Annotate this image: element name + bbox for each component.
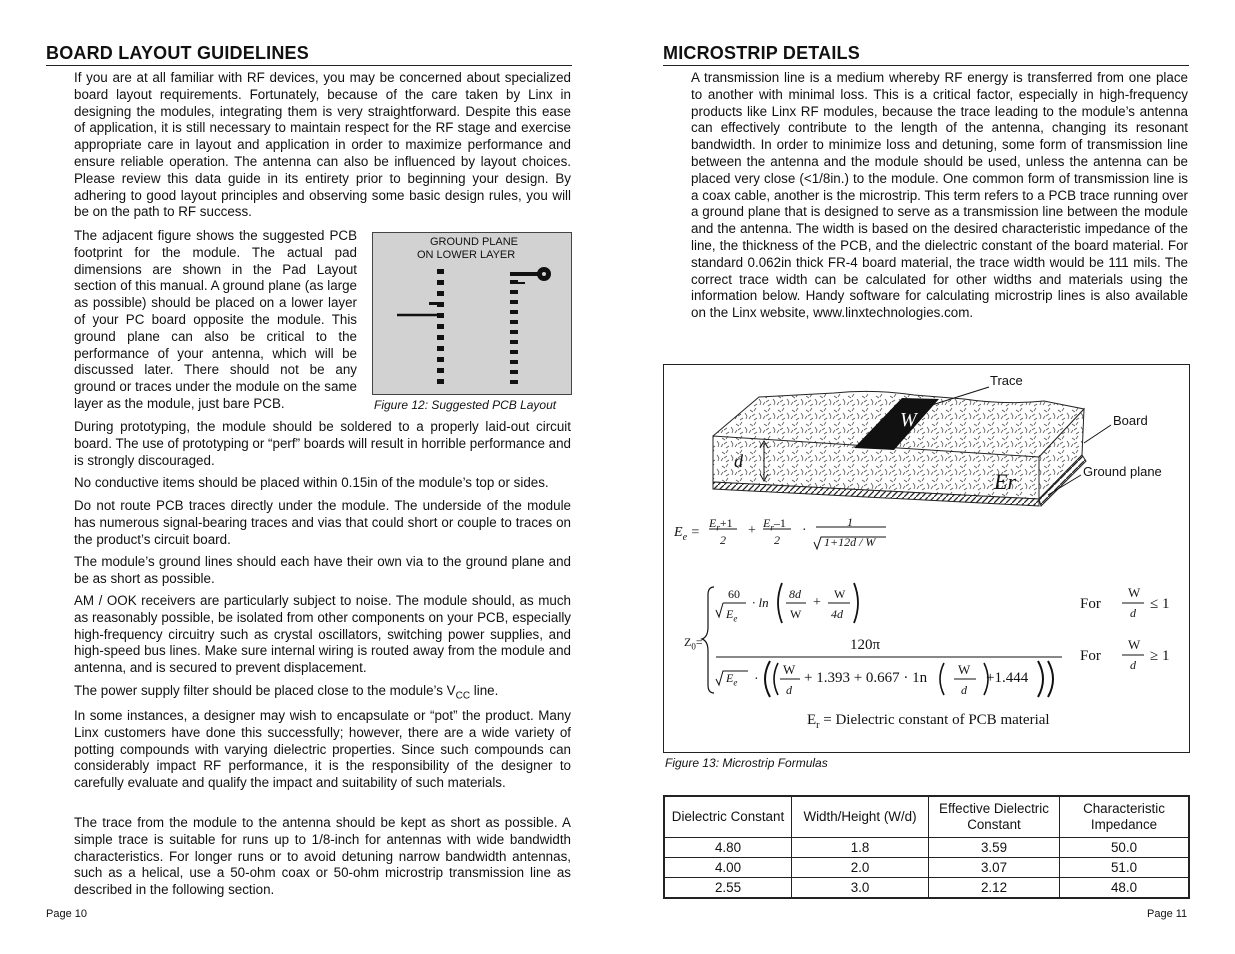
am-ook-paragraph: AM / OOK receivers are particularly subject to noise. The module should, as much as reasonably possible, be isolated from other components on your PCB, especially high-frequency circuitry such as crystal oscillators, switching power supplies, and high-speed bus lines. Make sure internal wiring is routed away from the module and antenna, and is secured to prevent displacement. — [74, 593, 571, 676]
route-traces-paragraph: Do not route PCB traces directly under the module. The underside of the module has numerous signal-bearing traces and vias that could short or couple to traces on the product’s circuit board. — [74, 498, 571, 547]
figure-label-lower-layer: ON LOWER LAYER — [417, 249, 516, 261]
d-cond-2: d — [1130, 658, 1136, 672]
page-heading-board-layout: BOARD LAYOUT GUIDELINES — [46, 43, 309, 63]
w-numerator: W — [834, 587, 846, 601]
w-cond-1: W — [1128, 585, 1141, 600]
le-1: ≤ 1 — [1150, 596, 1170, 612]
sqrt-denominator: 1+12d / W — [824, 535, 876, 549]
page-number-right: Page 11 — [1147, 908, 1188, 920]
footprint-paragraph: The adjacent figure shows the suggested PCB footprint for the module. The actual pad dimensions are shown in the Pad Layout section of this manual. A ground plane (as large as possible) should be placed on a lower layer of your PC board opposite the module. This ground plane can also be critical to the performance of your antenna, which will be discussed later. There should not be any ground or traces under the module on the same layer as the module, just bare PCB. — [74, 228, 357, 411]
z0-symbol: $Z_0=$ — [684, 635, 703, 652]
eight-d: 8d — [789, 587, 801, 601]
table-row — [664, 838, 1189, 858]
w-num-2: W — [783, 662, 796, 677]
denominator-2b: 2 — [774, 533, 780, 547]
table-cell: 3.0 — [792, 878, 929, 899]
header-width-height: Width/Height (W/d) — [792, 796, 929, 838]
header-dielectric-constant: Dielectric Constant — [664, 796, 792, 838]
prototyping-paragraph: During prototyping, the module should be soldered to a properly laid-out circuit board. The use of prototyping or “perf” boards will result in horrible performance and is strongly discouraged. — [74, 419, 571, 468]
trace-label: Trace — [990, 373, 1023, 388]
er-definition: $E_r$ = Dielectric constant of PCB material — [807, 712, 1050, 731]
header-effective-dielectric: Effective Dielectric Constant — [929, 796, 1060, 838]
plus-sign: + — [813, 595, 821, 610]
microstrip-values-table — [663, 795, 1190, 899]
pcb-footprint-drawing — [373, 233, 571, 394]
table-row — [664, 858, 1189, 878]
page-number-left: Page 10 — [46, 908, 87, 920]
ground-lines-paragraph: The module’s ground lines should each have their own via to the ground plane and be as short as possible. — [74, 554, 571, 586]
table-row — [664, 878, 1189, 899]
dot-operator: · — [754, 672, 759, 687]
conductive-items-paragraph: No conductive items should be placed within 0.15in of the module’s top or sides. — [74, 475, 549, 490]
ge-1: ≥ 1 — [1150, 648, 1170, 664]
for-label-1: For — [1080, 596, 1101, 612]
dielectric-symbol: Er — [994, 469, 1016, 494]
table-cell: 4.80 — [664, 838, 792, 858]
table-cell: 48.0 — [1060, 878, 1190, 899]
power-supply-paragraph — [74, 683, 571, 705]
microstrip-formulas-figure — [663, 364, 1190, 753]
table-cell: 3.59 — [929, 838, 1060, 858]
one-twenty-pi: 120π — [850, 637, 881, 653]
vcc-subscript: CC — [455, 690, 471, 702]
coefficient-terms: + 1.393 + 0.667 · 1n — [804, 670, 928, 686]
microstrip-diagram — [664, 365, 1189, 752]
table-cell: 2.0 — [792, 858, 929, 878]
sixty: 60 — [728, 587, 740, 601]
figure-label-ground-plane: GROUND PLANE — [430, 236, 519, 248]
sqrt-ee-1: $E_e$ — [726, 607, 738, 624]
microstrip-intro-paragraph: A transmission line is a medium whereby RF energy is transferred from one place to another with minimal loss. This is a critical factor, especially in high-frequency products like Linx RF modules, because the trace leading to the module’s antenna can effectively contribute to the length of the antenna, changing its resonant bandwidth. In order to minimize loss and detuning, some form of transmission line between the antenna and the module should be used, unless the antenna can be placed very close (<1/8in.) to the module. One common form of transmission line is a coax cable, another is the microstrip. This term refers to a PCB trace running over a ground plane that is designed to serve as a transmission line between the module and the antenna. The width is based on the desired characteristic impedance of the line, the thickness of the PCB, and the dielectric constant of the board material. For standard 0.062in thick FR-4 board material, the trace width would be 111 mils. The correct trace width can be calculated for other widths and materials using the information below. Handy software for calculating microstrip lines is also available on the Linx website, www.linxtechnologies.com. — [691, 70, 1188, 321]
er-plus-1: $E_r+1$ — [709, 516, 733, 533]
potting-paragraph: In some instances, a designer may wish to encapsulate or “pot” the product. Many Linx customers have done this successfully; however, there are a wide variety of potting compounds with varying dielectric properties. Since such compounds can considerably impact RF performance, it is the responsibility of the designer to carefully evaluate and qualify the impact and suitability of such materials. — [74, 708, 571, 791]
numerator-1: 1 — [847, 515, 853, 529]
four-d: 4d — [831, 607, 843, 621]
denominator-2a: 2 — [720, 533, 726, 547]
d-den-2: d — [786, 683, 792, 697]
board-label: Board — [1113, 413, 1148, 428]
page-heading-microstrip: MICROSTRIP DETAILS — [663, 43, 860, 63]
ln-1: · ln — [752, 595, 769, 610]
table-cell: 1.8 — [792, 838, 929, 858]
header-impedance: Characteristic Impedance — [1060, 796, 1190, 838]
height-symbol: d — [734, 451, 743, 471]
ee-symbol: $E_e$ = — [674, 525, 700, 543]
table-cell: 50.0 — [1060, 838, 1190, 858]
d-den-3: d — [961, 683, 967, 697]
table-cell: 2.55 — [664, 878, 792, 899]
pcb-layout-figure — [372, 232, 572, 395]
ground-plane-label: Ground plane — [1083, 464, 1162, 479]
figure-12-caption: Figure 12: Suggested PCB Layout — [374, 398, 557, 412]
heading-rule — [46, 65, 572, 66]
heading-rule — [663, 65, 1189, 66]
plus-1-444: +1.444 — [986, 670, 1029, 686]
power-text: The power supply filter should be placed close to the module’s V — [74, 683, 456, 698]
table-header-row — [664, 796, 1189, 838]
table-cell: 2.12 — [929, 878, 1060, 899]
sqrt-ee-2: $E_e$ — [726, 671, 738, 688]
w-cond-2: W — [1128, 637, 1141, 652]
table-cell: 3.07 — [929, 858, 1060, 878]
trace-width-symbol: W — [900, 409, 917, 431]
er-minus-1: $E_r-1$ — [763, 516, 786, 533]
figure-13-caption: Figure 13: Microstrip Formulas — [665, 756, 828, 770]
w-num-3: W — [958, 662, 971, 677]
plus-sign: + — [748, 523, 756, 538]
for-label-2: For — [1080, 648, 1101, 664]
table-cell: 51.0 — [1060, 858, 1190, 878]
power-text-end: line. — [470, 683, 499, 698]
dot-operator: · — [802, 523, 807, 538]
table-cell: 4.00 — [664, 858, 792, 878]
intro-paragraph: If you are at all familiar with RF devices, you may be concerned about specialized board layout requirements. Fortunately, because of the care taken by Linx in designing the modules, integrating them is very straightforward. Despite this ease of application, it is still necessary to maintain respect for the RF stage and exercise appropriate care in layout and application in order to maximize performance and ensure reliable operation. The antenna can also be influenced by layout choices. Please review this data guide in its entirety prior to beginning your design. By adhering to good layout principles and observing some basic design rules, you will be on the path to RF success. — [74, 70, 571, 220]
d-cond-1: d — [1130, 606, 1136, 620]
trace-length-paragraph: The trace from the module to the antenna should be kept as short as possible. A simple trace is suitable for runs up to 1/8-inch for antennas with wide bandwidth characteristics. For longer runs or to avoid detuning narrow bandwidth antennas, such as a helical, use a 50-ohm coax or 50-ohm microstrip transmission line as described in the following section. — [74, 815, 571, 898]
w-denominator: W — [790, 607, 802, 621]
